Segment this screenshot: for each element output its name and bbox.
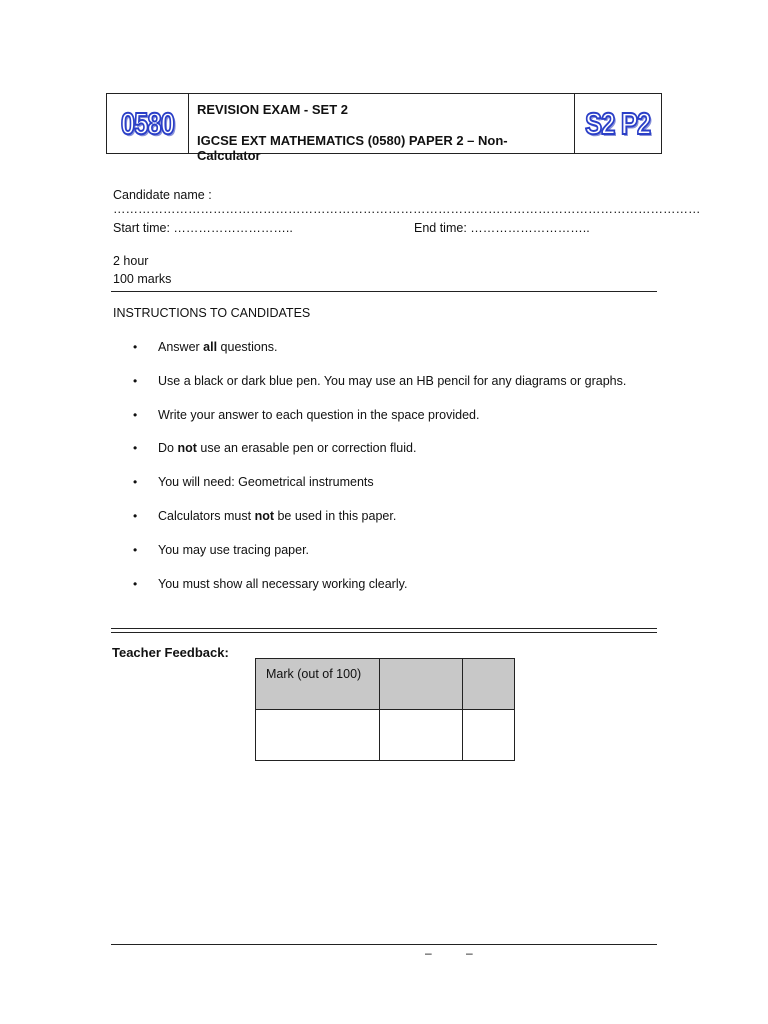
mark-header-blank-2 xyxy=(463,659,515,710)
instruction-text: Calculators must xyxy=(158,508,255,523)
total-marks-text: 100 marks xyxy=(113,272,172,286)
bullet-icon: • xyxy=(133,441,138,456)
mark-header-cell: Mark (out of 100) xyxy=(256,659,380,710)
instruction-item xyxy=(112,439,672,473)
mark-table-header-row xyxy=(256,659,515,710)
exam-title: REVISION EXAM - SET 2 xyxy=(197,102,348,117)
logo-0580: 0580 xyxy=(120,105,175,141)
instruction-text: Answer xyxy=(158,340,204,354)
teacher-feedback-label: Teacher Feedback: xyxy=(112,645,229,660)
instructions-list xyxy=(112,338,672,608)
bullet-icon: • xyxy=(133,373,138,388)
instruction-item xyxy=(112,372,672,406)
mark-table-body-row xyxy=(256,710,515,761)
exam-header xyxy=(106,93,662,163)
instruction-item xyxy=(112,507,672,541)
double-divider xyxy=(111,628,657,633)
mark-table xyxy=(255,658,515,761)
mark-entry-cell-2[interactable] xyxy=(380,710,463,761)
instruction-text-end: questions. xyxy=(217,340,278,354)
duration-text: 2 hour xyxy=(113,254,149,268)
bullet-icon: • xyxy=(133,475,138,490)
footer-divider xyxy=(111,944,657,945)
bullet-icon: • xyxy=(133,576,138,591)
instruction-emphasis: not xyxy=(254,508,274,523)
instruction-text-end: be used in this paper. xyxy=(274,508,397,523)
instruction-item xyxy=(112,473,672,507)
instruction-text: You must show all necessary working clearly. xyxy=(158,576,408,591)
instructions-heading: INSTRUCTIONS TO CANDIDATES xyxy=(113,306,311,320)
divider xyxy=(111,291,657,292)
instruction-emphasis: not xyxy=(177,441,197,456)
instruction-item xyxy=(112,575,672,609)
bullet-icon: • xyxy=(133,407,138,422)
bullet-icon: • xyxy=(133,542,138,557)
instruction-item xyxy=(112,338,672,372)
start-time-field[interactable]: Start time: ……………………….. xyxy=(113,221,293,235)
footer-mark-2: – xyxy=(466,946,473,960)
instruction-text: Use a black or dark blue pen. You may use an HB pencil for any diagrams or graphs. xyxy=(158,373,627,388)
candidate-name-field[interactable]: Candidate name : …………………………………………………………………………………………………………………………… xyxy=(113,188,701,216)
mark-entry-cell-3[interactable] xyxy=(463,710,515,761)
instruction-text: Do xyxy=(158,441,178,456)
instruction-text-end: use an erasable pen or correction fluid. xyxy=(196,441,417,456)
footer-mark-1: – xyxy=(425,946,432,960)
bullet-icon: • xyxy=(133,340,138,354)
instruction-text: You may use tracing paper. xyxy=(158,542,310,557)
instruction-emphasis: all xyxy=(203,340,218,354)
end-time-field[interactable]: End time: ……………………….. xyxy=(414,221,590,235)
mark-header-blank-1 xyxy=(380,659,463,710)
logo-0580-cell xyxy=(107,94,189,153)
instruction-text: Write your answer to each question in the space provided. xyxy=(158,407,480,422)
mark-entry-cell[interactable] xyxy=(256,710,380,761)
logo-s2p2-cell xyxy=(574,94,661,153)
instruction-text: You will need: Geometrical instruments xyxy=(158,475,374,490)
title-cell xyxy=(189,94,574,163)
instruction-item xyxy=(112,541,672,575)
bullet-icon: • xyxy=(133,508,138,523)
exam-subtitle: IGCSE EXT MATHEMATICS (0580) PAPER 2 – Non-Calculator xyxy=(197,133,508,163)
logo-s2p2: S2 P2 xyxy=(585,105,651,141)
instruction-item xyxy=(112,406,672,440)
